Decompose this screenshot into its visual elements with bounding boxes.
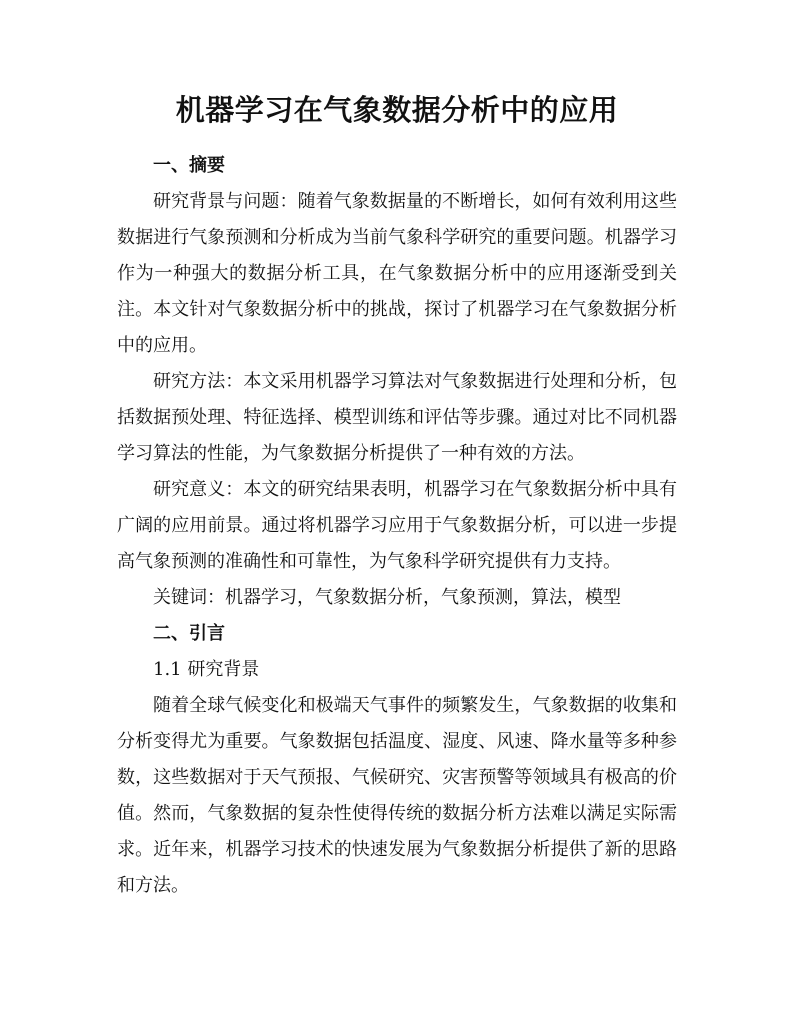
document-title: 机器学习在气象数据分析中的应用: [175, 93, 619, 127]
document-page: [117, 88, 677, 904]
introduction-paragraph: 随着全球气候变化和极端天气事件的频繁发生，气象数据的收集和分析变得尤为重要。气象数据包括温度、湿度、风速、降水量等多种参数，这些数据对于天气预报、气候研究、灾害预警等领域具有极高的价值。然而，气象数据的复杂性使得传统的数据分析方法难以满足实际需求。近年来，机器学习技术的快速发展为气象数据分析提供了新的思路和方法。: [117, 695, 677, 896]
abstract-paragraph-significance: 研究意义：本文的研究结果表明，机器学习在气象数据分析中具有广阔的应用前景。通过将机器学习应用于气象数据分析，可以进一步提高气象预测的准确性和可靠性，为气象科学研究提供有力支持。: [117, 479, 677, 572]
abstract-paragraph-background: 研究背景与问题：随着气象数据量的不断增长，如何有效利用这些数据进行气象预测和分析成为当前气象科学研究的重要问题。机器学习作为一种强大的数据分析工具，在气象数据分析中的应用逐渐受到关注。本文针对气象数据分析中的挑战，探讨了机器学习在气象数据分析中的应用。: [117, 191, 677, 356]
abstract-heading: 一、摘要: [153, 155, 225, 176]
introduction-heading: 二、引言: [153, 623, 225, 644]
abstract-paragraph-method: 研究方法：本文采用机器学习算法对气象数据进行处理和分析，包括数据预处理、特征选择、模型训练和评估等步骤。通过对比不同机器学习算法的性能，为气象数据分析提供了一种有效的方法。: [117, 371, 677, 464]
keywords-line: 关键词：机器学习，气象数据分析，气象预测，算法，模型: [153, 587, 621, 608]
research-background-subheading: 1.1 研究背景: [153, 659, 260, 680]
